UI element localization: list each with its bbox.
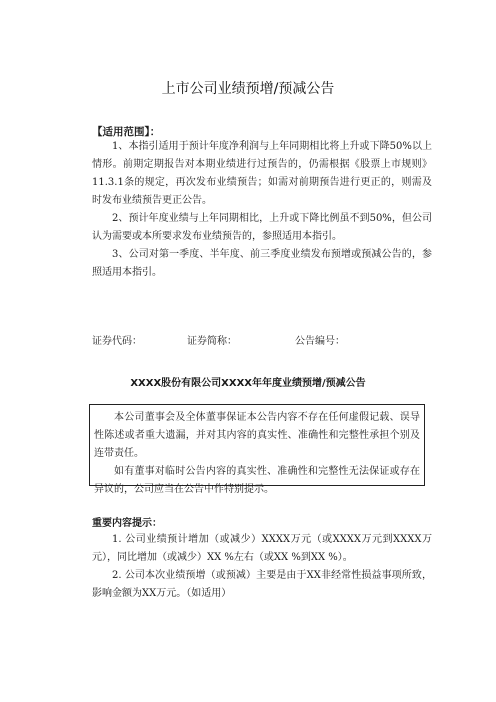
scope-paragraph-1: 1、本指引适用于预计年度净利润与上年同期相比将上升或下降50%以上情形。前期定期报告对本期业绩进行过预告的，仍需根据《股票上市规则》11.3.1条的规定，再次发布业绩预告；如需对前期预告进行更正的，则需及时发布业绩预告更正公告。 (92, 141, 432, 206)
key-points-heading: 重要内容提示： (92, 518, 162, 529)
scope-paragraph-2: 2、预计年度业绩与上年同期相比，上升或下降比例虽不到50%，但公司认为需要或本所要求发布业绩预告的，参照适用本指引。 (92, 213, 432, 242)
security-code-label: 证券代码： (92, 336, 142, 347)
key-point-2: 2. 公司本次业绩预增（或预减）主要是由于XX非经常性损益事项所致，影响金额为XX万元。（如适用） (92, 570, 432, 599)
security-abbr-label: 证券简称： (187, 336, 237, 347)
statement-paragraph-2: 如有董事对临时公告内容的真实性、准确性和完整性无法保证或存在异议的，公司应当在公告中作特别提示。 (94, 466, 420, 495)
scope-paragraph-3: 3、公司对第一季度、半年度、前三季度业绩发布预增或预减公告的，参照适用本指引。 (92, 249, 432, 278)
document-title: 上市公司业绩预增/预减公告 (161, 81, 335, 97)
announcement-title: XXXX股份有限公司XXXX年年度业绩预增/预减公告 (130, 378, 366, 389)
key-point-1: 1. 公司业绩预计增加（或减少）XXXX万元（或XXXX万元到XXXX万元），同比增加（或减少）XX %左右（或XX %到XX %）。 (92, 534, 432, 563)
board-statement-box (89, 404, 425, 495)
scope-heading: 【适用范围】： (92, 126, 161, 138)
notice-number-label: 公告编号： (295, 336, 345, 347)
statement-paragraph-1: 本公司董事会及全体董事保证本公告内容不存在任何虚假记载、误导性陈述或者重大遗漏，并对其内容的真实性、准确性和完整性承担个别及连带责任。 (94, 412, 420, 459)
